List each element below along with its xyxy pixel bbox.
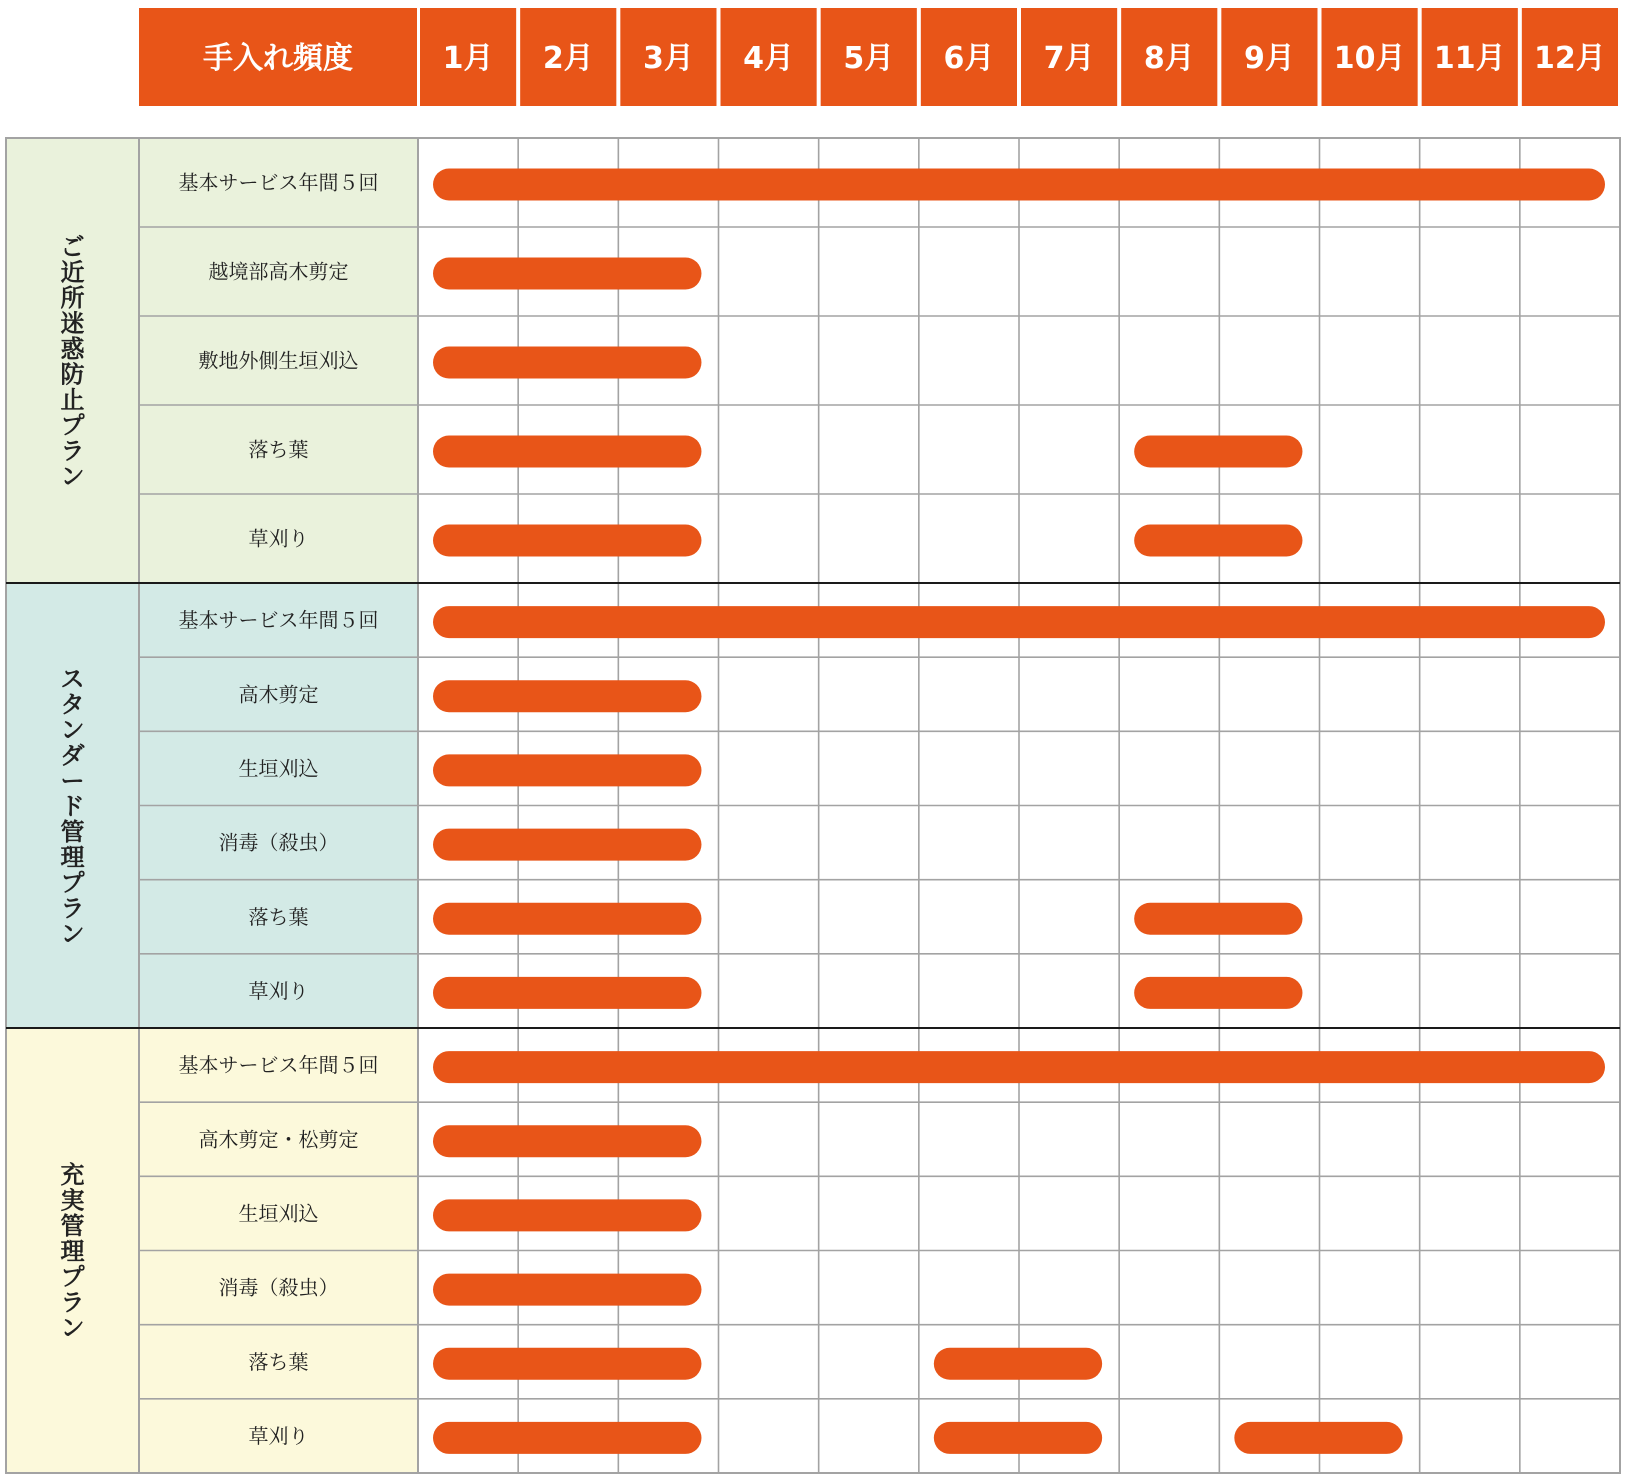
- plan-group-name-char: 理: [60, 843, 85, 872]
- plan-group-name-char: ン: [60, 920, 85, 948]
- plan-group-name-char: ン: [60, 1314, 85, 1342]
- plan-group-name-char: プ: [60, 869, 85, 897]
- plan-group-name-char: ス: [60, 665, 85, 693]
- schedule-bar: [433, 1348, 701, 1380]
- schedule-bar: [433, 169, 1605, 201]
- month-label: 1月: [442, 41, 494, 76]
- task-label: 敷地外側生垣刈込: [198, 348, 359, 373]
- schedule-bar: [1134, 903, 1302, 935]
- plan-group-name-char: ン: [60, 462, 85, 491]
- schedule-bar: [433, 903, 701, 935]
- plan-group-name-char: 所: [60, 283, 85, 312]
- task-label: 落ち葉: [248, 1349, 309, 1374]
- schedule-bar: [433, 1274, 701, 1306]
- schedule-bar: [433, 680, 701, 712]
- task-label: 高木剪定: [238, 682, 319, 707]
- plan-group-name-char: 近: [60, 258, 85, 287]
- task-label: 草刈り: [248, 978, 309, 1003]
- schedule-bar: [1234, 1422, 1402, 1454]
- task-label: 消毒（殺虫）: [218, 830, 339, 855]
- schedule-bar: [433, 1051, 1605, 1083]
- month-label: 11月: [1433, 41, 1506, 76]
- plan-group-name-char: 迷: [60, 309, 85, 338]
- task-label: 生垣刈込: [238, 1201, 319, 1226]
- plan-group-name-char: プ: [60, 1263, 85, 1291]
- month-label: 4月: [743, 41, 795, 76]
- plan-group-name: [61, 1161, 86, 1342]
- header-corner-label: 手入れ頻度: [203, 41, 353, 76]
- plan-group-name-char: ン: [60, 716, 85, 744]
- month-label: 9月: [1243, 41, 1295, 76]
- schedule-bar: [433, 1199, 701, 1231]
- month-label: 5月: [843, 41, 895, 76]
- month-label: 12月: [1534, 41, 1606, 76]
- plan-group-name-char: タ: [60, 690, 85, 719]
- schedule-bar: [433, 258, 701, 290]
- plan-group-name: [61, 665, 86, 948]
- plan-group-name-char: 管: [60, 818, 85, 846]
- schedule-bar: [433, 347, 701, 379]
- month-label: 3月: [642, 41, 694, 76]
- schedule-bar: [1134, 436, 1302, 468]
- schedule-bar: [934, 1422, 1102, 1454]
- task-label: 高木剪定・松剪定: [198, 1127, 359, 1152]
- schedule-bar: [433, 436, 701, 468]
- schedule-bar: [433, 754, 701, 786]
- schedule-bar: [433, 606, 1605, 638]
- plan-group-name-char: 防: [60, 360, 85, 389]
- plan-group-name-char: ラ: [60, 436, 85, 465]
- schedule-bar: [433, 977, 701, 1009]
- plan-group-name-char: 管: [60, 1212, 85, 1240]
- plan-group-name-char: ご: [60, 232, 85, 261]
- task-label: 落ち葉: [248, 437, 309, 462]
- task-label: 落ち葉: [248, 904, 309, 929]
- schedule-bar: [433, 525, 701, 557]
- plan-group-name-char: 実: [60, 1186, 85, 1215]
- plan-group-name-char: 理: [60, 1237, 85, 1266]
- schedule-bar: [1134, 977, 1302, 1009]
- month-label: 2月: [542, 41, 594, 76]
- plan-group-name: [61, 233, 86, 491]
- plan-group-name-char: 止: [60, 385, 85, 414]
- plan-group-name-char: 充: [60, 1161, 85, 1189]
- task-label: 草刈り: [248, 1423, 309, 1448]
- schedule-bar: [934, 1348, 1102, 1380]
- task-label: 消毒（殺虫）: [218, 1275, 339, 1300]
- task-label: 草刈り: [248, 526, 309, 551]
- month-label: 8月: [1143, 41, 1195, 76]
- plan-group-name-char: ダ: [60, 741, 85, 770]
- plan-group-name-char: 惑: [60, 334, 85, 363]
- task-label: 基本サービス年間５回: [178, 608, 379, 633]
- month-label: 7月: [1043, 41, 1095, 76]
- plan-group-name-char: プ: [60, 411, 85, 440]
- task-label: 越境部高木剪定: [208, 259, 349, 284]
- plan-group-name-char: ド: [60, 792, 85, 821]
- schedule-bar: [1134, 525, 1302, 557]
- month-label: 10月: [1333, 41, 1406, 76]
- plan-group-name-char: ラ: [60, 894, 85, 923]
- month-label: 6月: [943, 41, 995, 76]
- schedule-bar: [433, 1422, 701, 1454]
- task-label: 基本サービス年間５回: [178, 170, 379, 195]
- task-label: 生垣刈込: [238, 756, 319, 781]
- plan-group-name-char: ラ: [60, 1288, 85, 1317]
- plan-group-name-char: ー: [60, 767, 85, 795]
- task-label: 基本サービス年間５回: [178, 1053, 379, 1078]
- schedule-bar: [433, 1125, 701, 1157]
- schedule-bar: [433, 829, 701, 861]
